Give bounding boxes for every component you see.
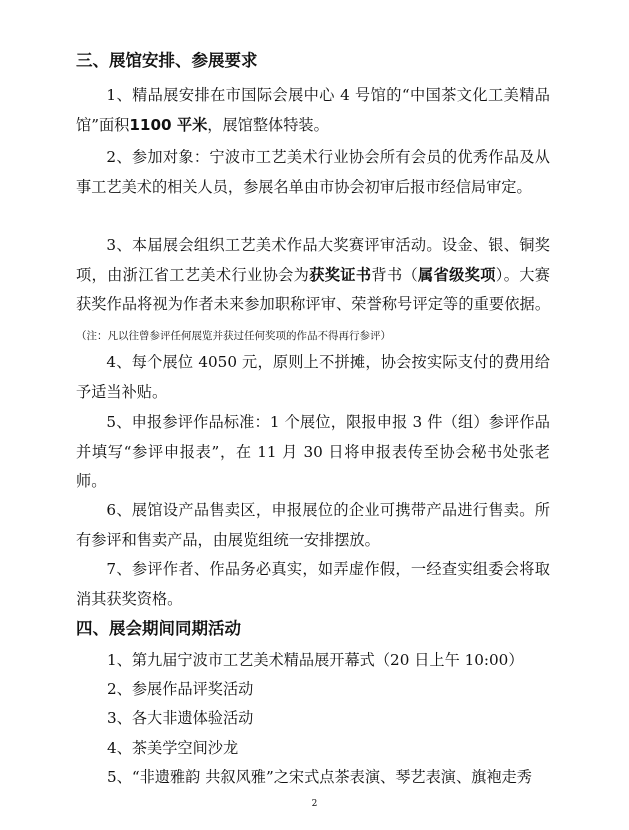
activity-item: 3、各大非遗体验活动: [107, 709, 254, 727]
activity-item: 4、茶美学空间沙龙: [107, 739, 239, 757]
paragraph-1: [76, 81, 550, 140]
paragraph-2: [76, 143, 550, 202]
paragraph-2-text: 2、参加对象：宁波市工艺美术行业协会所有会员的优秀作品及从事工艺美术的相关人员，参展名单由市协会初审后报市经信局审定。: [76, 148, 550, 196]
activity-item: 5、“非遗雅韵 共叙风雅”之宋式点茶表演、琴艺表演、旗袍走秀: [107, 768, 532, 786]
activity-item: 1、第九届宁波市工艺美术精品展开幕式（20 日上午 10:00）: [107, 651, 524, 669]
paragraph-5-text: 5、申报参评作品标准：1 个展位，限报申报 3 件（组）参评作品并填写“参评申报表”，在 11 月 30 日将申报表传至协会秘书处张老师。: [76, 413, 550, 490]
paragraph-5: [76, 408, 550, 497]
section-3-heading: 三、展馆安排、参展要求: [76, 51, 258, 70]
paragraph-3-note: （注：凡以往曾参评任何展览并获过任何奖项的作品不得再行参评）: [76, 329, 391, 342]
paragraph-3: [76, 231, 550, 351]
paragraph-7: [76, 555, 550, 614]
paragraph-7-text: 7、参评作者、作品务必真实，如弄虚作假，一经查实组委会将取消其获奖资格。: [76, 560, 550, 608]
paragraph-6-text: 6、展馆设产品售卖区，申报展位的企业可携带产品进行售卖。所有参评和售卖产品，由展览组统一安排摆放。: [76, 501, 550, 549]
paragraph-3-certificate: 获奖证书: [309, 265, 372, 284]
activity-item: 2、参展作品评奖活动: [107, 680, 254, 698]
paragraph-3-text-2: 背书（: [371, 265, 419, 284]
paragraph-6: [76, 496, 550, 555]
paragraph-3-provincial: 属省级奖项: [418, 265, 496, 284]
paragraph-3-text: 3、本届展会组织工艺美术作品大奖赛评审活动。设金、银、铜奖项，由浙江省工艺美术行业协会为: [76, 236, 550, 284]
paragraph-4-text: 4、每个展位 4050 元，原则上不拼摊，协会按实际支付的费用给予适当补贴。: [76, 353, 550, 401]
paragraph-4: [76, 348, 550, 407]
section-4-heading: 四、展会期间同期活动: [76, 619, 241, 638]
paragraph-1-text: 1、精品展安排在市国际会展中心 4 号馆的“中国茶文化工美精品馆”面积: [76, 86, 550, 134]
paragraph-1-tail: ，展馆整体特装。: [207, 115, 329, 134]
paragraph-3-text-3: ）。大赛获奖作品将视为作者未来参加职称评审、荣誉称号评定等的重要依据。: [76, 265, 550, 313]
paragraph-1-area: 1100 平米: [129, 115, 208, 134]
page-number: 2: [311, 799, 318, 809]
